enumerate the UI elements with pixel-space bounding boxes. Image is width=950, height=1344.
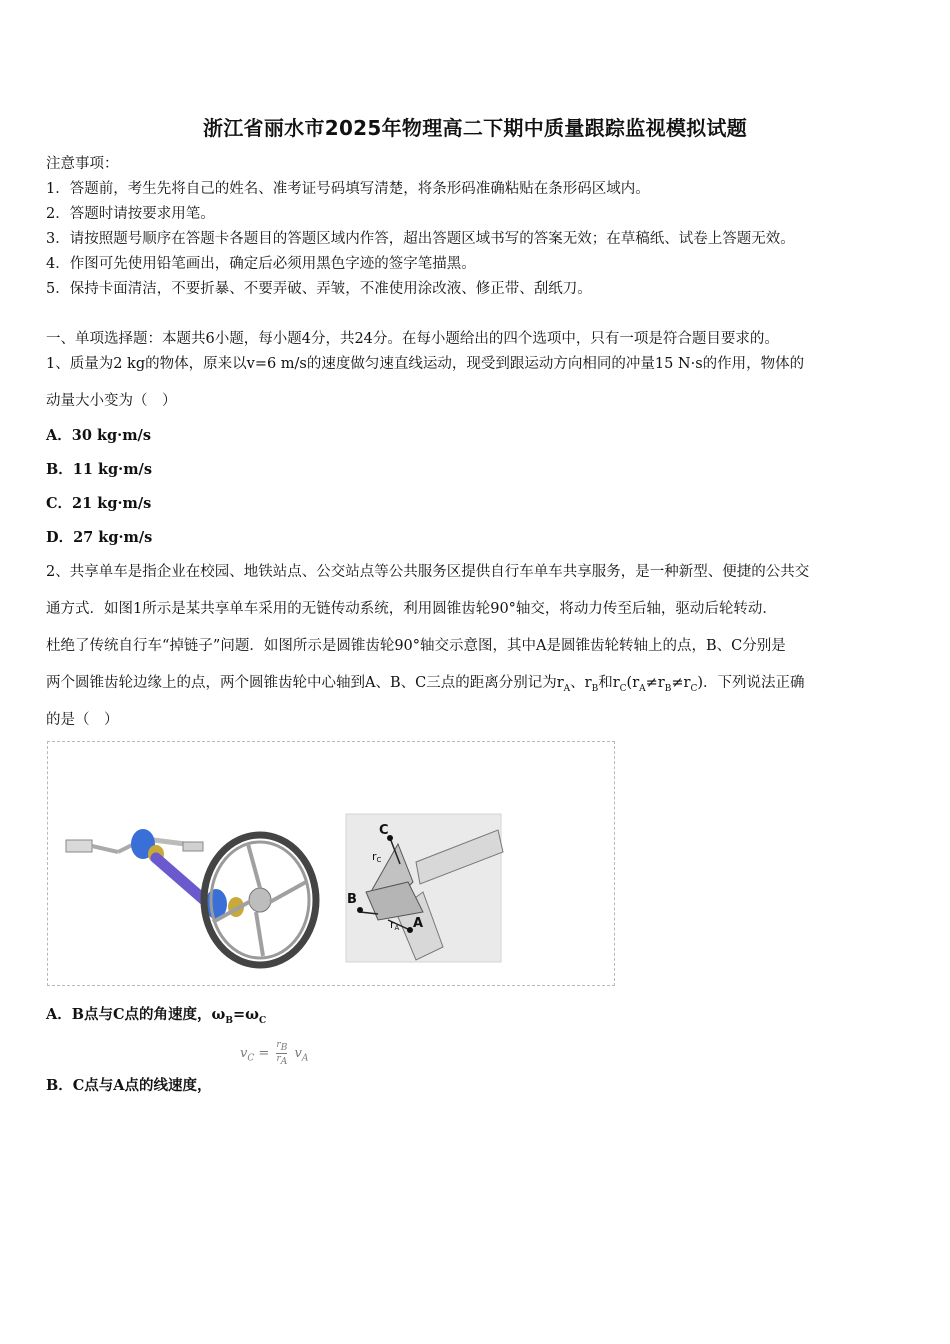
crank-arm	[92, 846, 118, 852]
label-a: A	[413, 916, 424, 931]
notice-item: 5．保持卡面清洁，不要折暴、不要弄破、弄皱，不准使用涂改液、修正带、刮纸刀。	[46, 281, 592, 297]
velocity-formula: $v_C$ = $\frac{r_B}{r_A}$ $v_A$	[240, 1040, 309, 1067]
question-2-stem-cont: 的是（ ）	[46, 712, 119, 728]
notice-item: 1．答题前，考生先将自己的姓名、准考证号码填写清楚，将条形码准确粘贴在条形码区域内。	[46, 181, 650, 197]
q2-option-b: B．C点与A点的线速度，	[46, 1077, 212, 1094]
section-heading: 一、单项选择题：本题共6小题，每小题4分，共24分。在每小题给出的四个选项中，只有一项是符合题目要求的。	[46, 331, 779, 347]
bike-gear-figure	[48, 742, 614, 985]
question-1-stem: 1、质量为2 kg的物体，原来以v=6 m/s的速度做匀速直线运动，现受到跟运动方向相同的冲量15 N·s的作用，物体的	[46, 356, 805, 372]
page-title: 浙江省丽水市2025年物理高二下期中质量跟踪监视模拟试题	[202, 116, 748, 140]
label-ra: rA	[390, 918, 400, 932]
pedal	[66, 840, 92, 852]
question-1-stem-cont: 动量大小变为（ ）	[46, 393, 177, 409]
figure-box	[47, 741, 615, 986]
option-c: C．21 kg·m/s	[46, 495, 152, 512]
q2-option-a: A．B点与C点的角速度，$\omega_B=\omega_C$	[46, 1006, 267, 1026]
label-b: B	[347, 892, 357, 907]
question-2-stem-cont: 杜绝了传统自行车“掉链子”问题．如图所示是圆锥齿轮90°轴交示意图，其中A是圆锥齿轮转轴上的点，B、C分别是	[46, 638, 786, 654]
notice-item: 2．答题时请按要求用笔。	[46, 206, 215, 222]
option-d: D．27 kg·m/s	[46, 529, 153, 546]
option-b: B．11 kg·m/s	[46, 461, 153, 478]
point-b	[357, 907, 363, 913]
notice-item: 3．请按照题号顺序在答题卡各题目的答题区域内作答，超出答题区域书写的答案无效；在草稿纸、试卷上答题无效。	[46, 231, 795, 247]
option-a: A．30 kg·m/s	[46, 427, 152, 444]
notice-item: 4．作图可先使用铅笔画出，确定后必须用黑色字迹的签字笔描黑。	[46, 256, 476, 272]
label-rc: rC	[372, 850, 382, 864]
label-c: C	[379, 823, 389, 838]
question-2-stem-cont: 两个圆锥齿轮边缘上的点，两个圆锥齿轮中心轴到A、B、C三点的距离分别记为$r_A$、$r_B$和$r_C(r_A\ne r_B\ne r_C)$．下列说法正确	[46, 675, 805, 694]
notice-heading: 注意事项：	[46, 156, 119, 172]
question-2-stem-cont: 通方式．如图1所示是某共享单车采用的无链传动系统，利用圆锥齿轮90°轴交，将动力传至后轴，驱动后轮转动．	[46, 601, 777, 617]
question-2-stem: 2、共享单车是指企业在校园、地铁站点、公交站点等公共服务区提供自行车单车共享服务，是一种新型、便捷的公共交	[46, 564, 810, 580]
